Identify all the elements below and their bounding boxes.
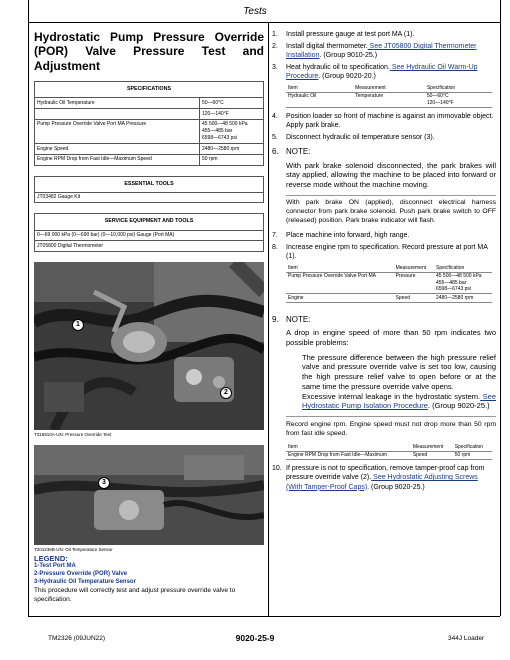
spec-value: 120—140°F (200, 109, 264, 120)
footer-manual-id: TM2326 (09JUN22) (48, 635, 106, 642)
right-column (272, 30, 496, 495)
pressure-spec-table: Item Measurement Specification Pump Pressure Override Valve Port MA Pressure 45 500—48 500 kPa 455—485 bar 6598—6743 psi Engine Speed 2480—2580 rpm (286, 264, 492, 303)
note-park-brake-procedure: With park brake ON (applied), disconnect electrical harness connector from park brake solenoid. Push park brake switch to OFF (released) position. Park brake indicator will flash. (286, 199, 496, 225)
tool-item: JT03482 Gauge Kit (35, 192, 264, 203)
callout-2: 2 (220, 387, 232, 399)
legend-item: 1-Test Port MA (34, 563, 76, 570)
oil-warmup-link[interactable]: See Hydraulic Oil Warm-Up Procedure (286, 64, 478, 81)
service-tools-table (34, 213, 264, 252)
callout-1: 1 (72, 319, 84, 331)
step-5: 5. Disconnect hydraulic oil temperature sensor (3). (272, 134, 435, 142)
step-2: 2. Install digital thermometer. See JT05800 Digital Thermometer Installation. (Group 9010-25.) (272, 43, 477, 60)
pump-isolation-link[interactable]: See Hydrostatic Pump Isolation Procedure (302, 391, 496, 411)
callout-3: 3 (98, 477, 110, 489)
note-park-brake: With park brake solenoid disconnected, the park brakes will stay applied, allowing the machine to be placed into forward or reverse mode without the machine moving. (286, 160, 496, 190)
step-3: 3. Heat hydraulic oil to specification. See Hydraulic Oil Warm-Up Procedure. (Group 9020-20.) (272, 64, 478, 81)
sensor-illustration (34, 445, 264, 545)
machine-hydraulics-illustration (34, 262, 264, 430)
frame-left-border (28, 0, 29, 616)
legend-item: 3-Hydraulic Oil Temperature Sensor (34, 578, 136, 585)
frame-right-border (500, 0, 501, 616)
frame-bottom-border (28, 616, 500, 617)
specifications-table (34, 81, 264, 165)
step-10: 10. If pressure is not to specification, remove tamper-proof cap from pressure override valve (2). See Hydrostatic Adjusting Screws (With Tamper-Proof Caps). (Group 9020-25.) (272, 465, 485, 491)
note-rpm-drop-intro: A drop in engine speed of more than 50 rpm indicates two possible problems: (286, 328, 496, 347)
spec-value: 50—60°C (200, 98, 264, 109)
rpm-drop-spec-table: Item Measurement Specification Engine RPM Drop from Fast Idle—Maximum Speed 50 rpm (286, 443, 492, 460)
note-problem-1: The pressure difference between the high pressure relief valve and pressure override valve is set too low, causing the high pressure relief valve to open before or at the same time the pressure override valve opens. (302, 352, 496, 391)
footer-page-number: 9020-25-9 (235, 633, 275, 643)
spec-value: 45 500—48 500 kPa 455—485 bar 6598—6743 psi (200, 119, 264, 143)
divider (286, 195, 496, 196)
step-9: 9. NOTE: (272, 314, 311, 324)
note-problem-2: Excessive internal leakage in the hydrostatic system. See Hydrostatic Pump Isolation Procedure. (Group 9020-25.) (302, 391, 496, 411)
tool-item: JT05800 Digital Thermometer (35, 241, 264, 252)
record-rpm-text: Record engine rpm. Engine speed must not drop more than 50 rpm from fast idle speed. (286, 420, 496, 437)
spec-label (35, 109, 200, 120)
pressure-override-photo (34, 262, 264, 430)
spec-label: Engine Speed (35, 144, 200, 155)
step-8: 8. Increase engine rpm to specification. Record pressure at port MA (1). (272, 244, 488, 261)
spec-label: Pump Pressure Override Valve Port MA Pressure (35, 119, 200, 143)
page-title: Hydrostatic Pump Pressure Override (POR) Valve Pressure Test and Adjustment (34, 30, 264, 73)
step-4: 4. Position loader so front of machine is against an immovable object. Apply park brake. (272, 112, 494, 130)
section-header: Tests (243, 6, 267, 17)
step-6: 6. NOTE: (272, 147, 311, 157)
spec-value: 2480—2580 rpm (200, 144, 264, 155)
procedure-purpose: This procedure will correctly test and adjust pressure override valve to specification. (34, 587, 236, 603)
figure-caption: T316910A-UN: Pressure Override Test (34, 432, 112, 438)
divider (286, 416, 496, 417)
tool-item: 0—69 000 kPa (0—690 bar) (0—10,000 psi) Gauge (Port MA) (35, 230, 264, 241)
essential-tools-title: ESSENTIAL TOOLS (35, 176, 264, 192)
spec-label: Hydraulic Oil Temperature (35, 98, 200, 109)
left-column (34, 30, 264, 604)
thermometer-installation-link[interactable]: See JT05800 Digital Thermometer Installation (286, 43, 477, 60)
adjusting-screws-link[interactable]: See Hydrostatic Adjusting Screws (With Tamper-Proof Caps) (286, 474, 478, 491)
frame-top-border (28, 22, 500, 23)
service-tools-title: SERVICE EQUIPMENT AND TOOLS (35, 214, 264, 230)
legend-item: 2-Pressure Override (POR) Valve (34, 570, 128, 577)
spec-value: 50 rpm (200, 154, 264, 165)
step-1: 1. Install pressure gauge at test port MA (1). (272, 31, 415, 38)
oil-temp-sensor-photo (34, 445, 264, 545)
temperature-spec-table: Item Measurement Specification Hydraulic Oil Temperature 50—60°C 120—140°F (286, 84, 492, 108)
step-7: 7. Place machine into forward, high range. (272, 231, 410, 239)
specifications-title: SPECIFICATIONS (35, 82, 264, 98)
legend-title: LEGEND: (34, 554, 68, 564)
spec-label: Engine RPM Drop from Fast Idle—Maximum Speed (35, 154, 200, 165)
footer-model: 344J Loader (448, 635, 485, 642)
column-divider (268, 22, 269, 616)
essential-tools-table (34, 176, 264, 204)
figure-caption: T201236B-UN: Oil Temperature Sensor (34, 547, 113, 553)
